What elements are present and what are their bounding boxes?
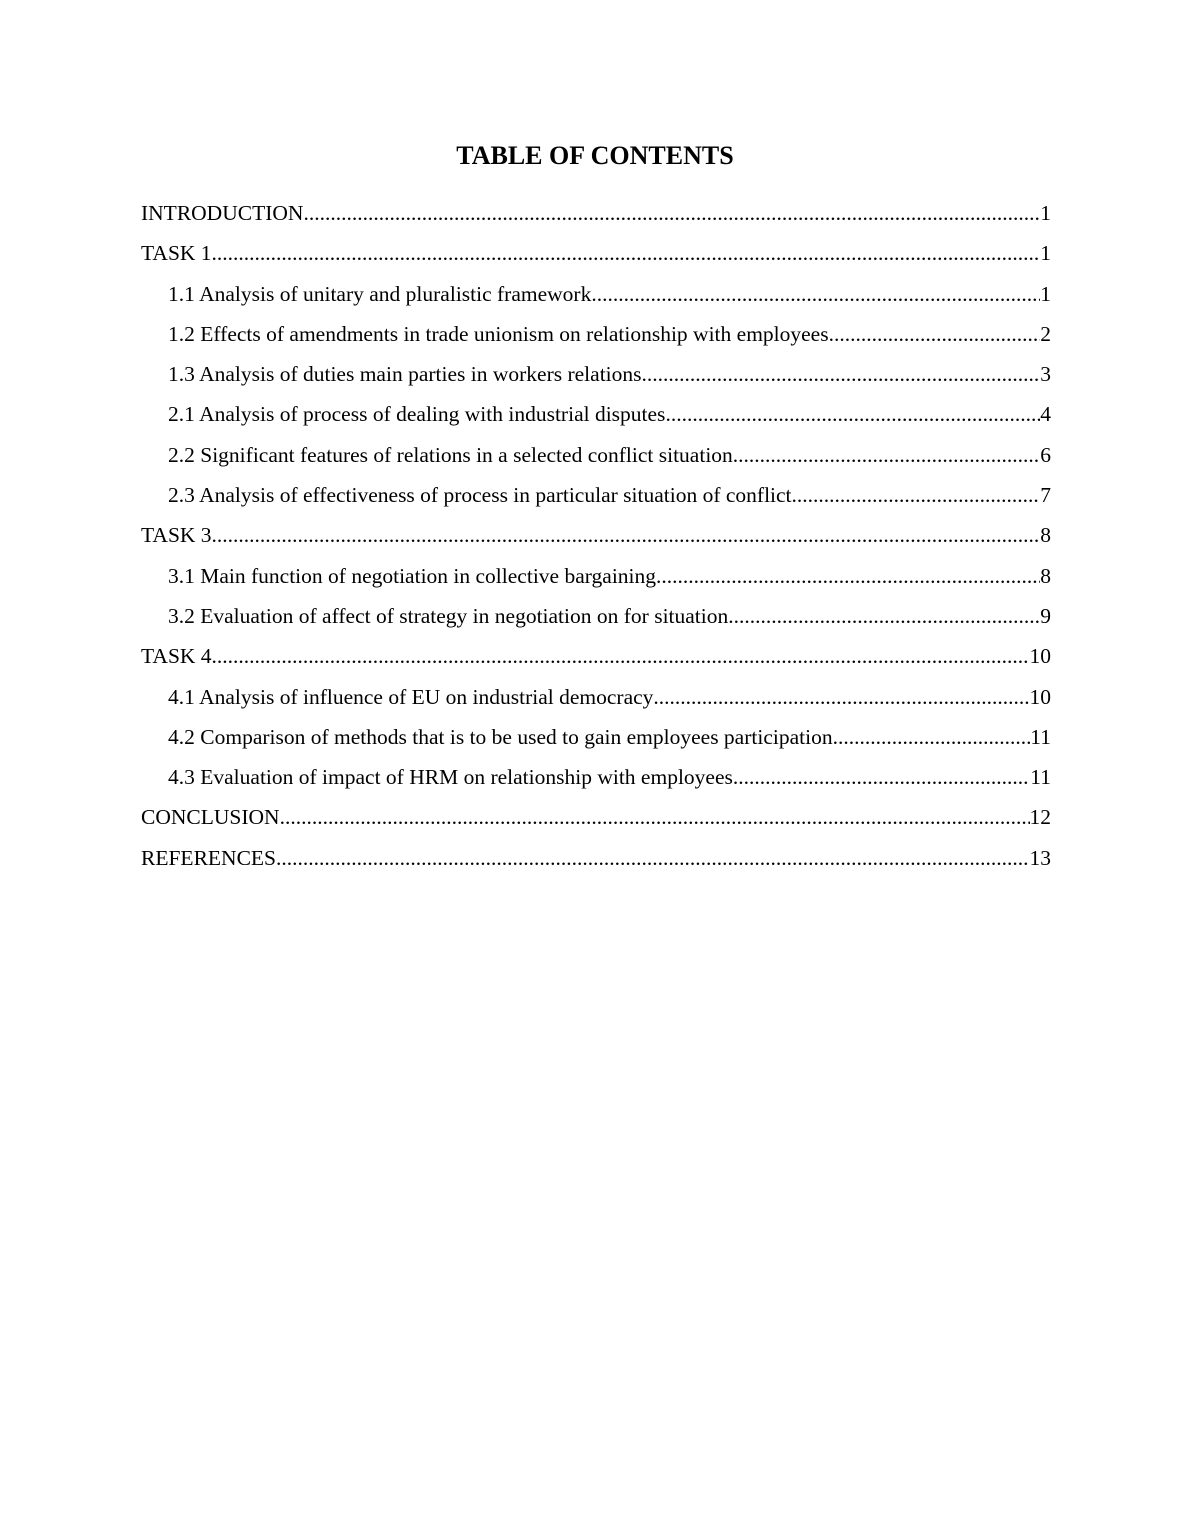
toc-dot-leader (653, 680, 1029, 714)
toc-entry-text: TASK 3 (141, 523, 212, 548)
toc-dot-leader (733, 438, 1040, 472)
toc-entry-2-3[interactable] (141, 478, 1051, 518)
toc-entry-1-2[interactable] (141, 317, 1051, 357)
toc-entry-references[interactable] (141, 841, 1051, 881)
toc-dot-leader (642, 357, 1041, 391)
toc-entry-page: 3 (1040, 362, 1051, 387)
toc-dot-leader (212, 518, 1041, 552)
toc-entry-4-3[interactable] (141, 760, 1051, 800)
toc-entry-4-1[interactable] (141, 680, 1051, 720)
toc-entry-3-2[interactable] (141, 599, 1051, 639)
toc-dot-leader (212, 639, 1030, 673)
toc-entry-3-1[interactable] (141, 559, 1051, 599)
toc-entry-page: 4 (1040, 402, 1051, 427)
toc-entry-page: 13 (1029, 845, 1051, 870)
toc-entry-text: TASK 1 (141, 241, 212, 266)
toc-entry-text: 1.3 Analysis of duties main parties in workers relations (168, 362, 642, 387)
toc-entry-text: 2.2 Significant features of relations in a selected conflict situation (168, 442, 733, 467)
toc-entry-page: 8 (1040, 523, 1051, 548)
toc-entry-page: 2 (1040, 321, 1051, 346)
toc-entry-page: 12 (1029, 805, 1051, 830)
toc-dot-leader (833, 720, 1031, 754)
toc-entry-introduction[interactable] (141, 196, 1051, 236)
toc-dot-leader (733, 760, 1030, 794)
toc-entry-text: INTRODUCTION (141, 201, 304, 225)
toc-entry-page: 6 (1040, 442, 1051, 467)
toc-list (141, 196, 1051, 881)
toc-entry-text: 4.1 Analysis of influence of EU on industrial democracy (168, 684, 654, 709)
toc-entry-page: 10 (1029, 644, 1051, 669)
toc-entry-page: 10 (1029, 684, 1051, 709)
toc-entry-page: 7 (1040, 483, 1051, 508)
toc-entry-text: 2.1 Analysis of process of dealing with industrial disputes (168, 402, 666, 427)
toc-entry-text: 1.1 Analysis of unitary and pluralistic framework (168, 281, 592, 306)
toc-entry-2-2[interactable] (141, 438, 1051, 478)
toc-entry-page: 1 (1040, 241, 1051, 266)
toc-dot-leader (792, 478, 1041, 512)
toc-dot-leader (656, 559, 1040, 593)
toc-entry-2-1[interactable] (141, 397, 1051, 437)
toc-entry-text: 1.2 Effects of amendments in trade unionism on relationship with employees (168, 321, 829, 346)
toc-entry-page: 11 (1030, 724, 1051, 749)
toc-dot-leader (829, 317, 1041, 351)
toc-dot-leader (276, 841, 1030, 875)
toc-entry-page: 1 (1040, 281, 1051, 306)
toc-entry-text: 2.3 Analysis of effectiveness of process in particular situation of conflict (168, 483, 792, 508)
toc-entry-text: 4.2 Comparison of methods that is to be used to gain employees participation (168, 724, 833, 749)
toc-entry-page: 1 (1040, 201, 1051, 225)
toc-entry-text: 4.3 Evaluation of impact of HRM on relationship with employees (168, 765, 733, 790)
toc-entry-text: 3.2 Evaluation of affect of strategy in negotiation on for situation (168, 603, 729, 628)
toc-dot-leader (591, 277, 1040, 311)
toc-entry-1-1[interactable] (141, 277, 1051, 317)
toc-entry-task-4[interactable] (141, 639, 1051, 679)
toc-entry-task-1[interactable] (141, 236, 1051, 276)
toc-entry-text: TASK 4 (141, 644, 212, 669)
toc-entry-page: 11 (1030, 765, 1051, 790)
toc-title: TABLE OF CONTENTS (456, 141, 734, 170)
toc-entry-1-3[interactable] (141, 357, 1051, 397)
toc-dot-leader (280, 800, 1030, 834)
toc-entry-text: CONCLUSION (141, 805, 280, 830)
toc-dot-leader (303, 196, 1040, 230)
toc-entry-task-3[interactable] (141, 518, 1051, 558)
toc-entry-4-2[interactable] (141, 720, 1051, 760)
toc-entry-page: 9 (1040, 603, 1051, 628)
toc-entry-text: REFERENCES (141, 845, 276, 870)
toc-entry-page: 8 (1040, 563, 1051, 588)
toc-entry-conclusion[interactable] (141, 800, 1051, 840)
toc-entry-text: 3.1 Main function of negotiation in collective bargaining (168, 563, 657, 588)
toc-dot-leader (728, 599, 1040, 633)
toc-dot-leader (212, 236, 1041, 270)
toc-dot-leader (665, 397, 1040, 431)
